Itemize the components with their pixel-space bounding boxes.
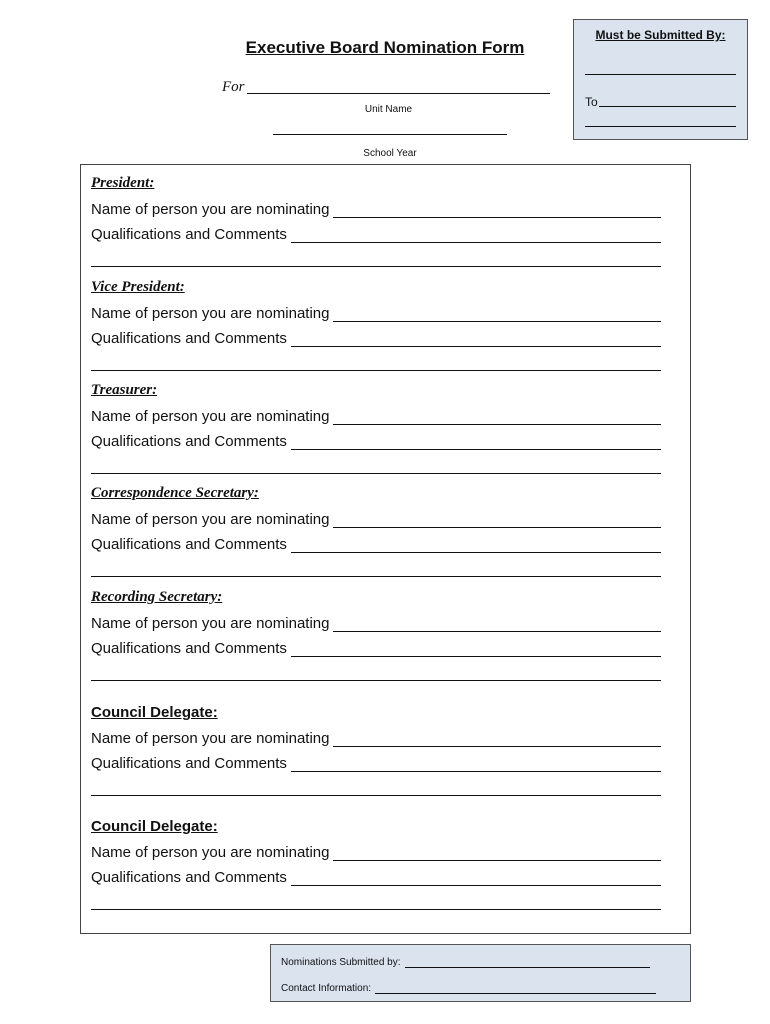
nominee-name-line[interactable] bbox=[333, 204, 661, 218]
qualifications-row[interactable] bbox=[91, 226, 661, 243]
school-year-caption: School Year bbox=[363, 148, 417, 159]
for-label: For bbox=[222, 79, 245, 95]
nominee-name-row[interactable] bbox=[91, 305, 661, 322]
deadline-to-line[interactable] bbox=[599, 106, 736, 107]
comments-line[interactable] bbox=[91, 266, 661, 267]
section-president bbox=[91, 175, 663, 279]
comments-line[interactable] bbox=[91, 576, 661, 577]
qualifications-row[interactable] bbox=[91, 536, 661, 553]
deadline-extra-line[interactable] bbox=[585, 126, 736, 127]
qualifications-line[interactable] bbox=[291, 758, 661, 772]
nominee-name-row[interactable] bbox=[91, 615, 661, 632]
nominations-box bbox=[80, 164, 691, 934]
qualifications-line[interactable] bbox=[291, 229, 661, 243]
nominee-name-label: Name of person you are nominating bbox=[91, 408, 330, 425]
qualifications-label: Qualifications and Comments bbox=[91, 755, 287, 772]
qualifications-row[interactable] bbox=[91, 755, 661, 772]
section-council-delegate-2 bbox=[91, 818, 663, 922]
qualifications-row[interactable] bbox=[91, 433, 661, 450]
section-correspondence-secretary bbox=[91, 485, 663, 589]
nominee-name-label: Name of person you are nominating bbox=[91, 201, 330, 218]
contact-label: Contact Information: bbox=[281, 983, 372, 994]
qualifications-label: Qualifications and Comments bbox=[91, 226, 287, 243]
nominee-name-line[interactable] bbox=[333, 411, 661, 425]
qualifications-line[interactable] bbox=[291, 643, 661, 657]
nominee-name-line[interactable] bbox=[333, 514, 661, 528]
section-vice-president bbox=[91, 279, 663, 383]
qualifications-line[interactable] bbox=[291, 872, 661, 886]
comments-line[interactable] bbox=[91, 909, 661, 910]
nominee-name-label: Name of person you are nominating bbox=[91, 511, 330, 528]
submitted-by-row[interactable] bbox=[281, 957, 650, 968]
submitted-by-line[interactable] bbox=[405, 957, 650, 968]
section-recording-secretary bbox=[91, 589, 663, 693]
section-treasurer bbox=[91, 382, 663, 486]
comments-line[interactable] bbox=[91, 680, 661, 681]
qualifications-label: Qualifications and Comments bbox=[91, 640, 287, 657]
section-title: Council Delegate: bbox=[91, 818, 218, 835]
school-year-line[interactable] bbox=[273, 134, 507, 135]
comments-line[interactable] bbox=[91, 370, 661, 371]
section-council-delegate-1 bbox=[91, 704, 663, 808]
submitter-box bbox=[270, 944, 691, 1002]
submitted-by-label: Nominations Submitted by: bbox=[281, 957, 401, 968]
form-title: Executive Board Nomination Form bbox=[245, 38, 525, 57]
nominee-name-line[interactable] bbox=[333, 618, 661, 632]
nominee-name-row[interactable] bbox=[91, 511, 661, 528]
qualifications-label: Qualifications and Comments bbox=[91, 433, 287, 450]
qualifications-line[interactable] bbox=[291, 436, 661, 450]
unit-name-line[interactable] bbox=[247, 93, 550, 94]
section-title: Treasurer: bbox=[91, 382, 158, 398]
deadline-box bbox=[573, 19, 748, 140]
section-title: Recording Secretary: bbox=[91, 589, 223, 605]
section-title: President: bbox=[91, 175, 155, 191]
comments-line[interactable] bbox=[91, 473, 661, 474]
nominee-name-label: Name of person you are nominating bbox=[91, 730, 330, 747]
contact-line[interactable] bbox=[375, 983, 656, 994]
qualifications-row[interactable] bbox=[91, 869, 661, 886]
qualifications-line[interactable] bbox=[291, 539, 661, 553]
qualifications-label: Qualifications and Comments bbox=[91, 536, 287, 553]
deadline-date-line[interactable] bbox=[585, 74, 736, 75]
unit-name-caption: Unit Name bbox=[364, 104, 413, 115]
nominee-name-label: Name of person you are nominating bbox=[91, 305, 330, 322]
qualifications-label: Qualifications and Comments bbox=[91, 869, 287, 886]
nominee-name-label: Name of person you are nominating bbox=[91, 844, 330, 861]
to-label: To bbox=[585, 95, 598, 109]
nominee-name-label: Name of person you are nominating bbox=[91, 615, 330, 632]
nominee-name-row[interactable] bbox=[91, 844, 661, 861]
section-title: Vice President: bbox=[91, 279, 185, 295]
section-title: Correspondence Secretary: bbox=[91, 485, 259, 501]
nominee-name-line[interactable] bbox=[333, 308, 661, 322]
qualifications-line[interactable] bbox=[291, 333, 661, 347]
qualifications-row[interactable] bbox=[91, 640, 661, 657]
nominee-name-row[interactable] bbox=[91, 408, 661, 425]
section-title: Council Delegate: bbox=[91, 704, 218, 721]
nominee-name-line[interactable] bbox=[333, 733, 661, 747]
qualifications-row[interactable] bbox=[91, 330, 661, 347]
nominee-name-row[interactable] bbox=[91, 201, 661, 218]
contact-row[interactable] bbox=[281, 983, 656, 994]
nominee-name-row[interactable] bbox=[91, 730, 661, 747]
deadline-title: Must be Submitted By: bbox=[595, 28, 726, 42]
qualifications-label: Qualifications and Comments bbox=[91, 330, 287, 347]
comments-line[interactable] bbox=[91, 795, 661, 796]
nominee-name-line[interactable] bbox=[333, 847, 661, 861]
